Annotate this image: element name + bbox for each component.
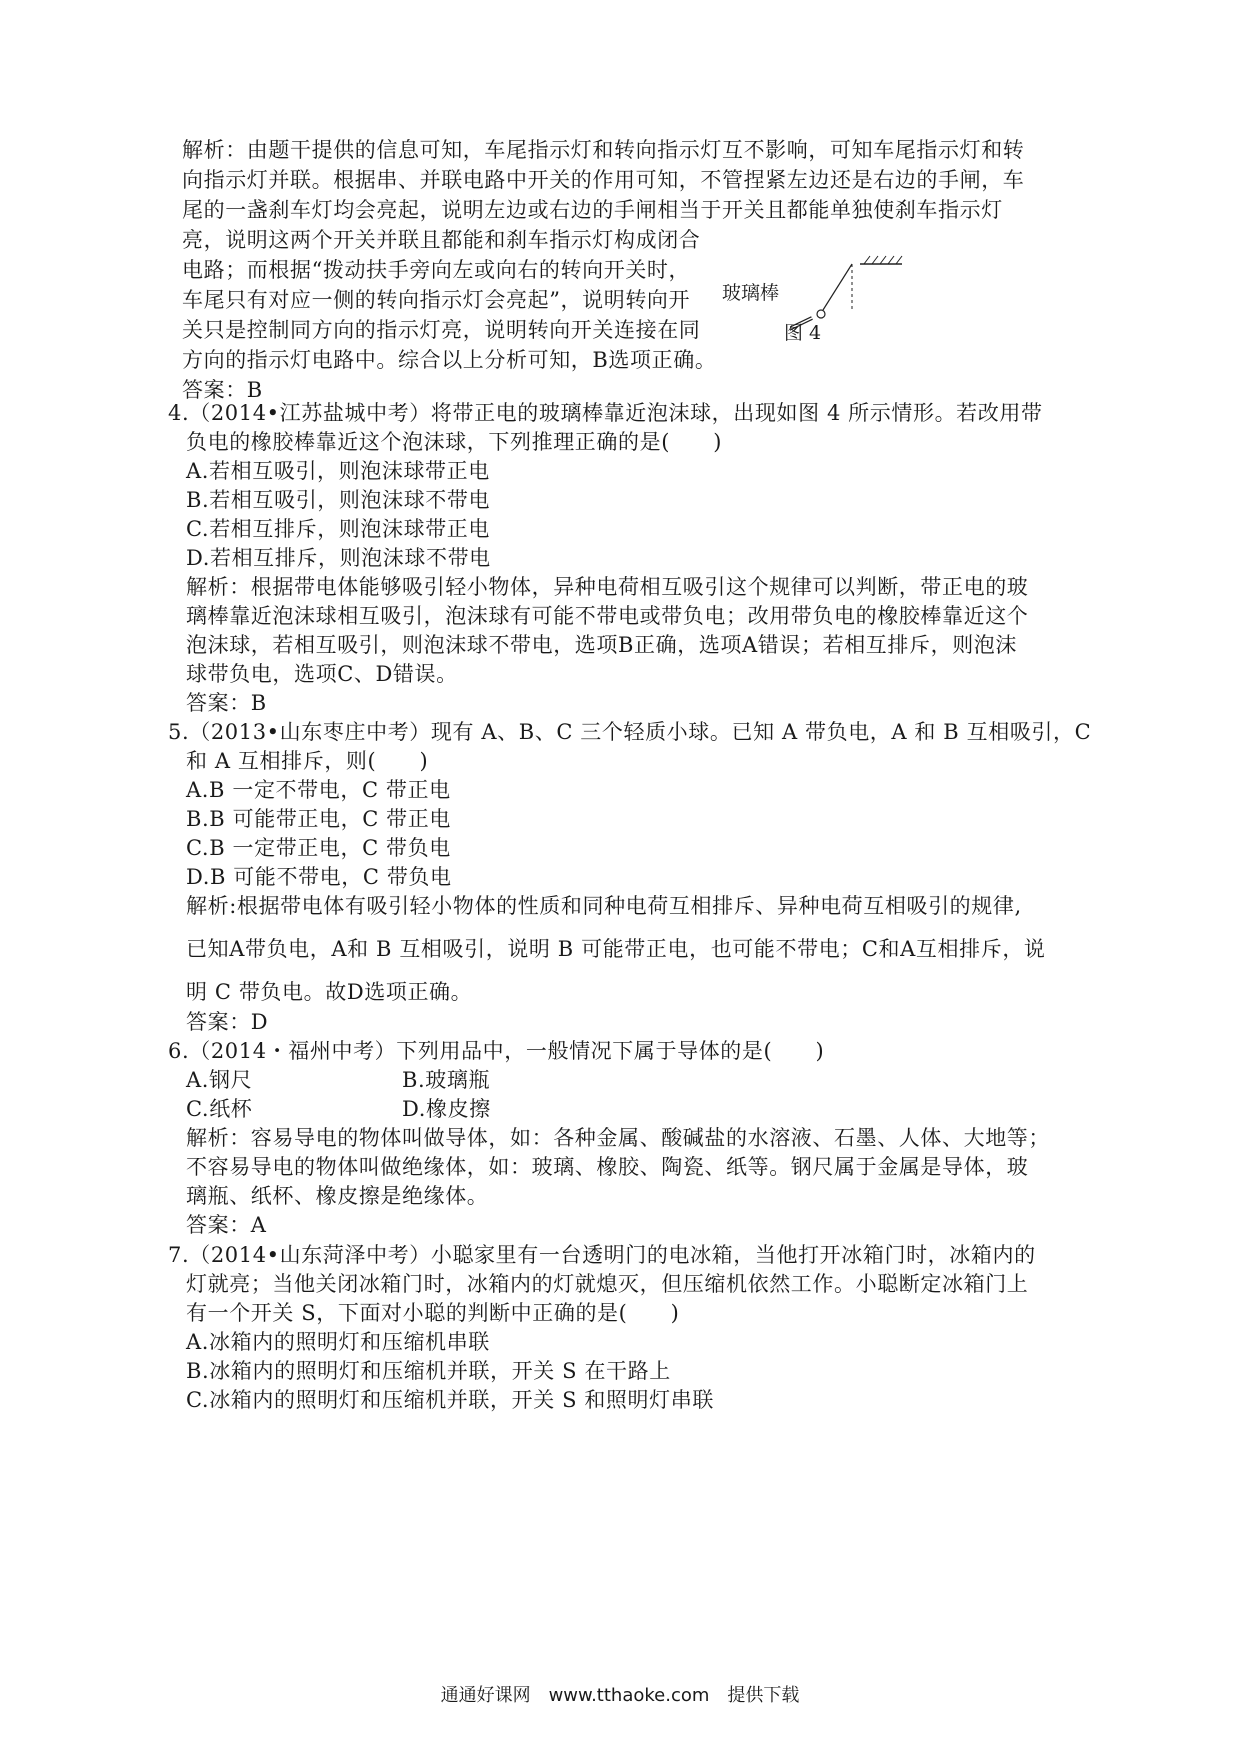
option-c: C.若相互排斥，则泡沫球带正电 (186, 517, 490, 541)
option-d: D.若相互排斥，则泡沫球不带电 (186, 546, 491, 570)
foam-ball (817, 310, 825, 318)
text-line: 解析：由题干提供的信息可知，车尾指示灯和转向指示灯互不影响，可知车尾指示灯和转 (182, 138, 1025, 162)
question-stem: 和 A 互相排斥，则( ) (186, 749, 429, 773)
text-line: 尾的一盏刹车灯均会亮起，说明左边或右边的手闸相当于开关且都能单独使刹车指示灯 (182, 198, 1003, 222)
answer-line: 答案：A (186, 1213, 267, 1237)
option-b: B.冰箱内的照明灯和压缩机并联，开关 S 在干路上 (186, 1359, 671, 1383)
ceiling-hatch (872, 256, 878, 264)
footer: 通通好课网 www.tthaoke.com 提供下载 (440, 1685, 800, 1706)
option-c: C.B 一定带正电，C 带负电 (186, 836, 451, 860)
question-stem: 有一个开关 S，下面对小聪的判断中正确的是( ) (186, 1301, 680, 1325)
explanation-line: 明 C 带负电。故D选项正确。 (186, 980, 473, 1004)
option-d: D.橡皮擦 (402, 1097, 491, 1121)
text-line: 亮，说明这两个开关并联且都能和刹车指示灯构成闭合 (182, 228, 701, 252)
figure-caption: 图 4 (784, 322, 822, 344)
ceiling-hatch (888, 256, 894, 264)
ceiling-hatch (880, 256, 886, 264)
question-stem: 5.（2013•山东枣庄中考）现有 A、B、C 三个轻质小球。已知 A 带负电，A 和 B 互相吸引，C (168, 720, 1092, 744)
question-stem: 6.（2014・福州中考）下列用品中，一般情况下属于导体的是( ) (168, 1039, 825, 1063)
option-a: A.钢尺 (186, 1068, 253, 1092)
option-a: A.B 一定不带电，C 带正电 (186, 778, 451, 802)
option-d: D.B 可能不带电，C 带负电 (186, 865, 452, 889)
thread (823, 264, 852, 310)
explanation-line: 已知A带负电，A和 B 互相吸引，说明 B 可能带正电，也可能不带电；C和A互相排斥，说 (186, 937, 1046, 961)
explanation-line: 璃棒靠近泡沫球相互吸引，泡沫球有可能不带电或带负电；改用带负电的橡胶棒靠近这个 (186, 604, 1029, 628)
answer-line: 答案：B (182, 378, 263, 402)
explanation-line: 解析：根据带电体能够吸引轻小物体，异种电荷相互吸引这个规律可以判断，带正电的玻 (186, 575, 1029, 599)
option-b: B.B 可能带正电，C 带正电 (186, 807, 451, 831)
figure-4 (722, 250, 990, 390)
option-a: A.冰箱内的照明灯和压缩机串联 (186, 1330, 490, 1354)
figure-4-drawing (790, 250, 990, 390)
option-c: C.冰箱内的照明灯和压缩机并联，开关 S 和照明灯串联 (186, 1388, 714, 1412)
question-stem: 灯就亮；当他关闭冰箱门时，冰箱内的灯就熄灭，但压缩机依然工作。小聪断定冰箱门上 (186, 1272, 1029, 1296)
explanation-line: 泡沫球，若相互吸引，则泡沫球不带电，选项B正确，选项A错误；若相互排斥，则泡沫 (186, 633, 1017, 657)
text-line: 方向的指示灯电路中。综合以上分析可知，B选项正确。 (182, 348, 717, 372)
explanation-line: 解析:根据带电体有吸引轻小物体的性质和同种电荷互相排斥、异种电荷互相吸引的规律, (186, 894, 1022, 918)
explanation-line: 球带负电，选项C、D错误。 (186, 662, 458, 686)
question-stem: 4.（2014•江苏盐城中考）将带正电的玻璃棒靠近泡沫球，出现如图 4 所示情形。若改用带 (168, 401, 1043, 425)
question-stem: 负电的橡胶棒靠近这个泡沫球，下列推理正确的是( ) (186, 430, 722, 454)
option-a: A.若相互吸引，则泡沫球带正电 (186, 459, 490, 483)
glass-rod-label: 玻璃棒 (722, 282, 780, 304)
text-line: 车尾只有对应一侧的转向指示灯会亮起”，说明转向开 (182, 288, 691, 312)
answer-line: 答案：B (186, 691, 267, 715)
explanation-line: 璃瓶、纸杯、橡皮擦是绝缘体。 (186, 1184, 489, 1208)
explanation-line: 不容易导电的物体叫做绝缘体，如：玻璃、橡胶、陶瓷、纸等。钢尺属于金属是导体，玻 (186, 1155, 1029, 1179)
text-line: 电路；而根据“拨动扶手旁向左或向右的转向开关时， (182, 258, 691, 282)
question-stem: 7.（2014•山东菏泽中考）小聪家里有一台透明门的电冰箱，当他打开冰箱门时，冰箱内的 (168, 1243, 1036, 1267)
text-line: 向指示灯并联。根据串、并联电路中开关的作用可知，不管捏紧左边还是右边的手闸，车 (182, 168, 1025, 192)
explanation-line: 解析：容易导电的物体叫做导体，如：各种金属、酸碱盐的水溶液、石墨、人体、大地等； (186, 1126, 1050, 1150)
text-line: 关只是控制同方向的指示灯亮，说明转向开关连接在同 (182, 318, 701, 342)
ceiling-hatch (896, 256, 902, 264)
option-c: C.纸杯 (186, 1097, 253, 1121)
option-b: B.若相互吸引，则泡沫球不带电 (186, 488, 491, 512)
option-b: B.玻璃瓶 (402, 1068, 491, 1092)
answer-line: 答案：D (186, 1010, 269, 1034)
ceiling-hatch (864, 256, 870, 264)
